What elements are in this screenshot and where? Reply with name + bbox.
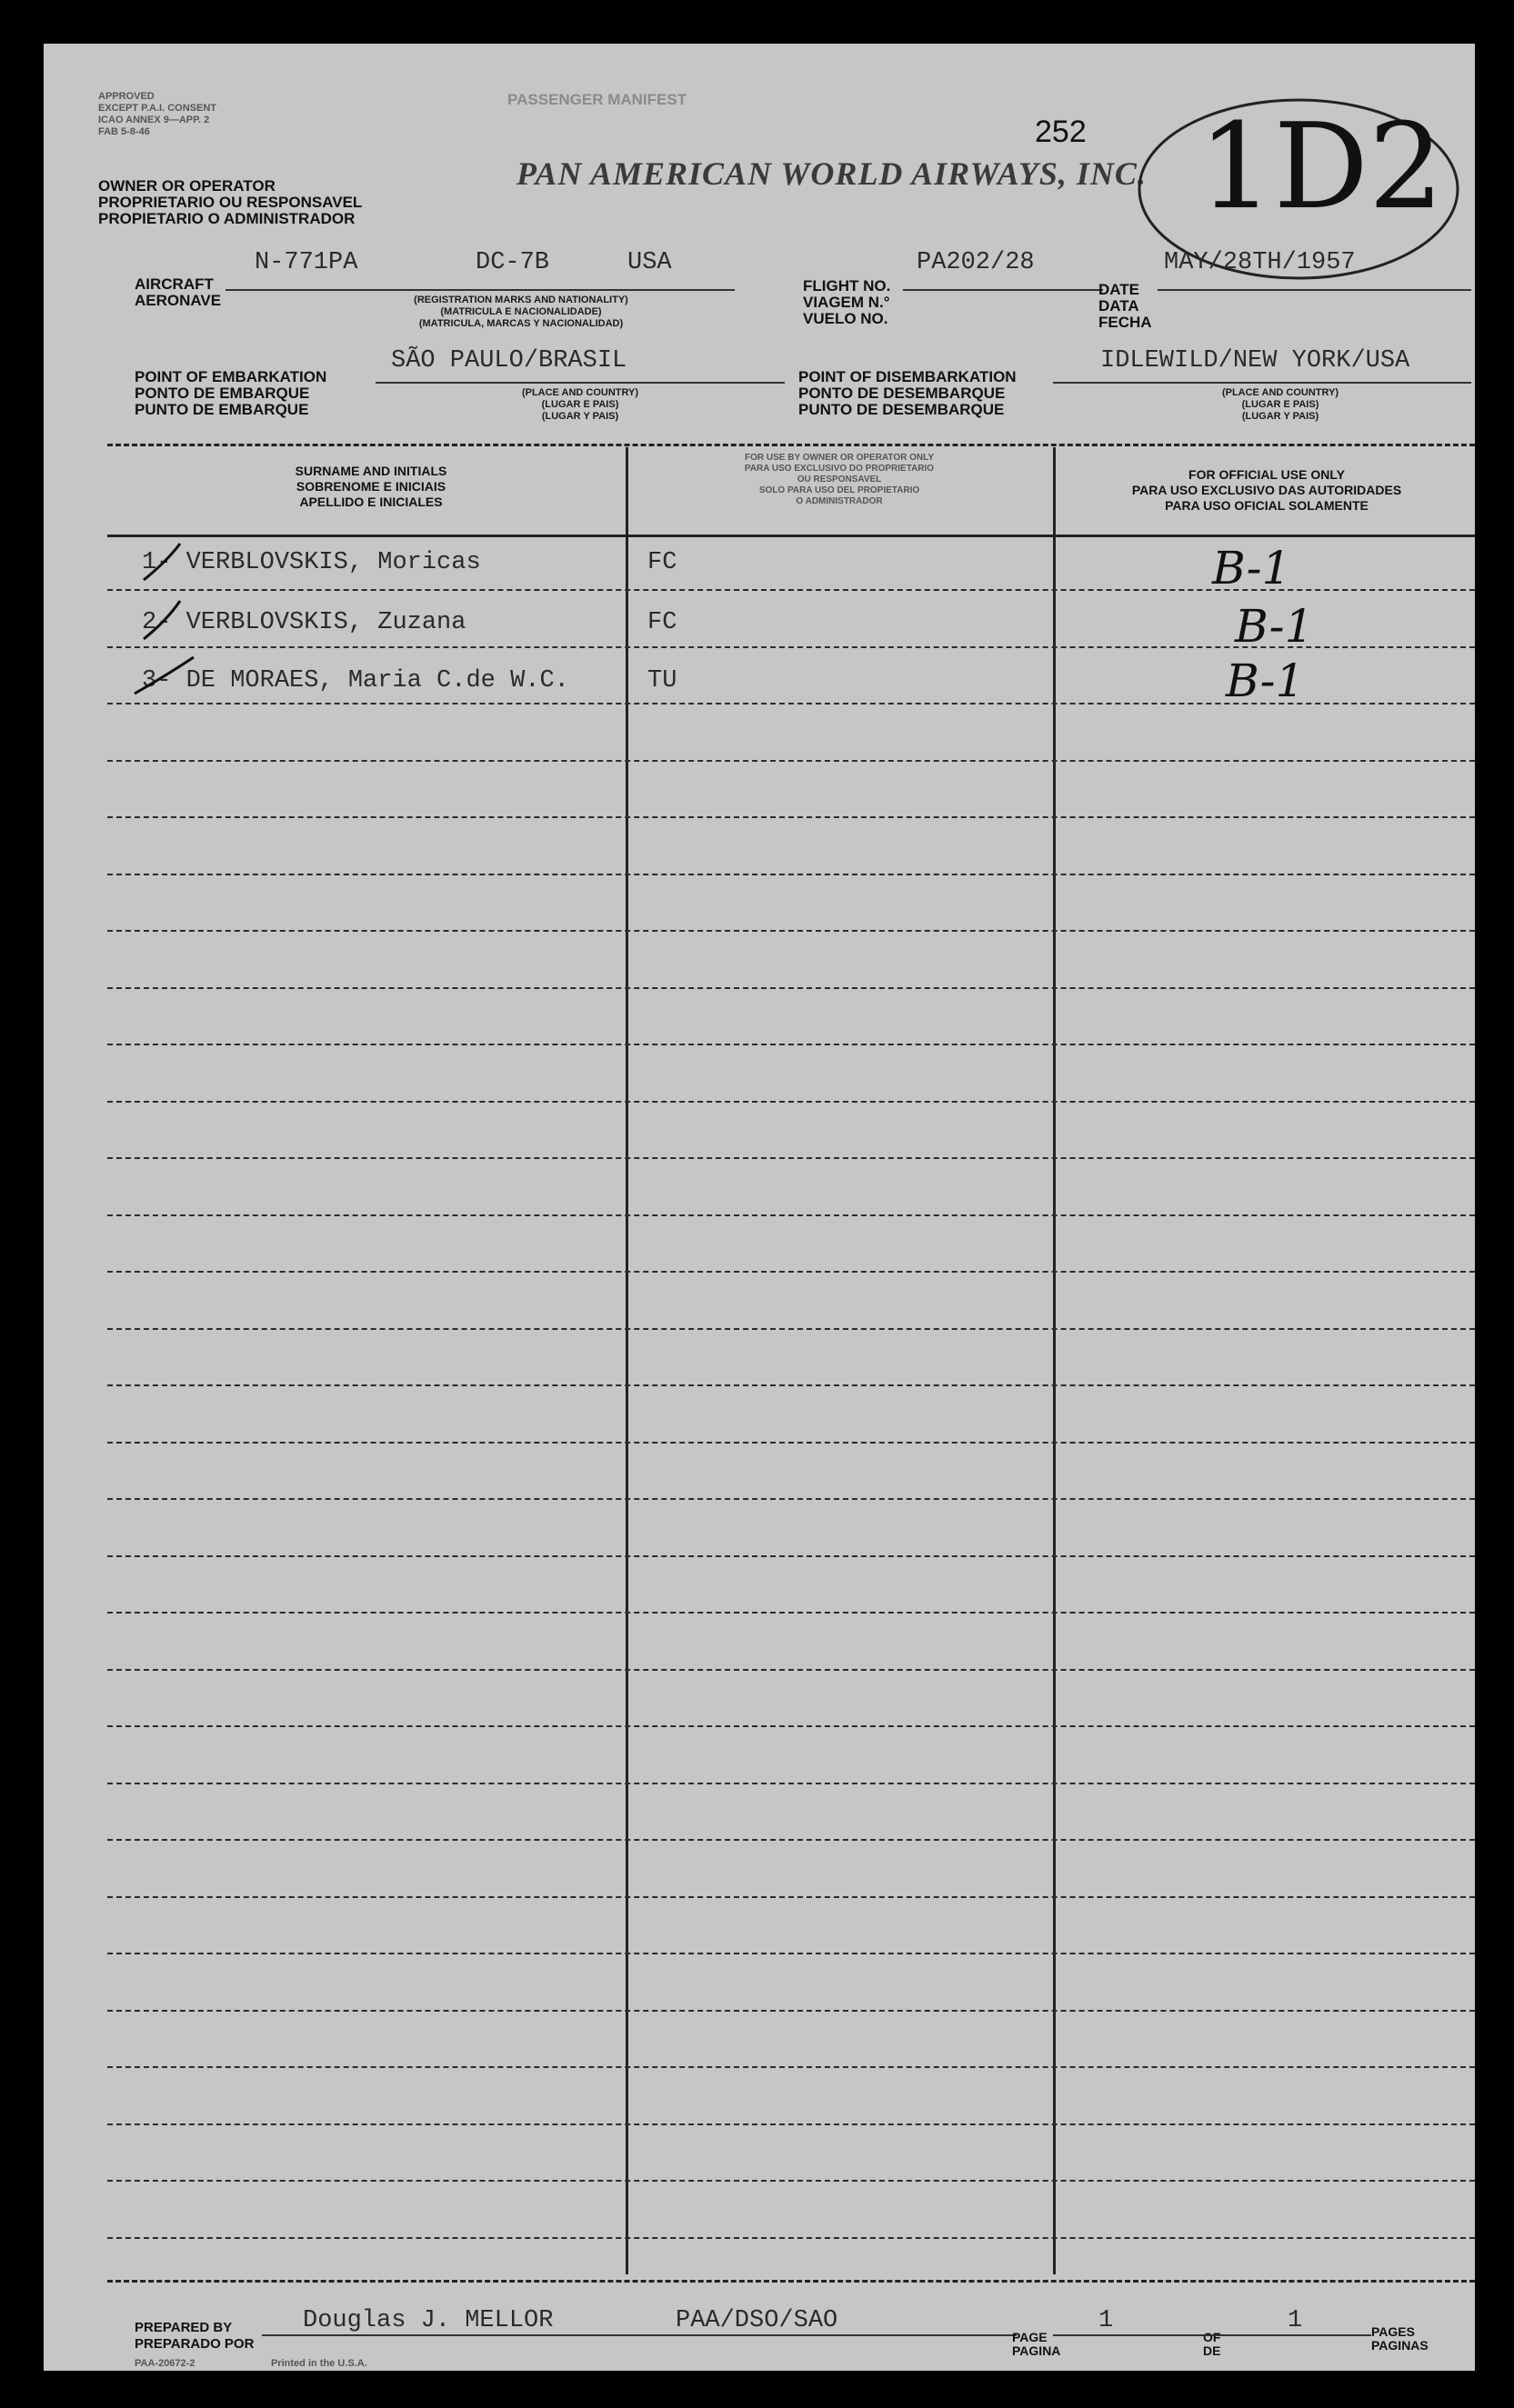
approval-block — [98, 91, 216, 138]
ruled-line — [107, 1783, 1475, 1784]
airline-name: PAN AMERICAN WORLD AIRWAYS, INC. — [516, 155, 1147, 192]
disembarkation-label-line: PUNTO DE DESEMBARQUE — [798, 401, 1005, 418]
col-operator-header — [635, 453, 1044, 507]
prepared-label-line: PREPARED BY — [135, 2320, 233, 2335]
table-bottom-border — [107, 2280, 1475, 2283]
col-header-line: O ADMINISTRADOR — [796, 496, 883, 506]
manifest-page — [44, 44, 1475, 2371]
aircraft-caption-line: (REGISTRATION MARKS AND NATIONALITY) — [414, 295, 628, 305]
disembarkation-underline — [1053, 382, 1471, 384]
aircraft-underline — [226, 289, 735, 291]
printed-note: Printed in the U.S.A. — [271, 2358, 367, 2369]
flight-underline — [903, 289, 1103, 291]
prepared-underline — [262, 2334, 1017, 2336]
aircraft-nationality: USA — [627, 249, 672, 276]
passenger-code: FC — [647, 609, 677, 636]
ruled-line — [107, 1839, 1475, 1841]
disembarkation-label-line: POINT OF DISEMBARKATION — [798, 368, 1017, 385]
col-header-line: SOLO PARA USO DEL PROPIETARIO — [758, 485, 920, 495]
owner-label-line: PROPIETARIO O ADMINISTRADOR — [98, 210, 356, 227]
embarkation-point: SÃO PAULO/BRASIL — [391, 347, 627, 375]
flight-date: MAY/28TH/1957 — [1164, 249, 1356, 276]
column-divider — [1053, 447, 1056, 2274]
passenger-code: FC — [647, 549, 677, 576]
date-label-line: DATA — [1098, 297, 1139, 315]
ruled-line — [107, 1725, 1475, 1727]
embarkation-caption — [444, 387, 717, 423]
prepared-by: Douglas J. MELLOR — [303, 2307, 554, 2334]
flight-label — [803, 278, 890, 327]
embarkation-label — [135, 369, 326, 418]
flight-label-line: FLIGHT NO. — [803, 277, 891, 295]
passenger-name: 1- VERBLOVSKIS, Moricas — [142, 549, 481, 576]
ruled-line — [107, 1044, 1475, 1045]
page-number: 1 — [1098, 2307, 1114, 2334]
pages-label — [1371, 2325, 1429, 2353]
ruled-line — [107, 816, 1475, 818]
aircraft-caption-line: (MATRICULA E NACIONALIDADE) — [440, 306, 602, 317]
col-header-line: PARA USO EXCLUSIVO DO PROPRIETARIO — [744, 464, 935, 474]
aircraft-caption — [316, 295, 726, 330]
col-header-line: FOR USE BY OWNER OR OPERATOR ONLY — [745, 453, 934, 463]
col-header-line: PARA USO OFICIAL SOLAMENTE — [1165, 498, 1369, 513]
of-label-line: DE — [1203, 2343, 1221, 2358]
disembarkation-caption-line: (PLACE AND COUNTRY) — [1221, 387, 1339, 398]
passenger-name: 3- DE MORAES, Maria C.de W.C. — [142, 667, 569, 694]
approval-line: FAB 5-8-46 — [98, 126, 150, 137]
total-pages: 1 — [1288, 2307, 1303, 2334]
official-mark: B-1 — [1226, 654, 1305, 707]
ruled-line — [107, 2066, 1475, 2068]
disembarkation-label-line: PONTO DE DESEMBARQUE — [798, 385, 1006, 402]
table-top-border — [107, 444, 1475, 446]
ruled-line — [107, 1328, 1475, 1330]
ruled-line — [107, 2010, 1475, 2012]
aircraft-caption-line: (MATRICULA, MARCAS Y NACIONALIDAD) — [418, 318, 624, 329]
ruled-line — [107, 1896, 1475, 1898]
pages-label-line: PAGINAS — [1371, 2338, 1429, 2353]
ruled-line — [107, 1271, 1475, 1273]
date-label-line: FECHA — [1098, 314, 1152, 331]
approval-line: EXCEPT P.A.I. CONSENT — [98, 103, 216, 114]
owner-label-line: PROPRIETARIO OU RESPONSAVEL — [98, 194, 363, 211]
ruled-line — [107, 987, 1475, 989]
embarkation-underline — [376, 382, 785, 384]
ruled-line — [107, 1157, 1475, 1159]
ruled-line — [107, 1669, 1475, 1671]
embarkation-label-line: PONTO DE EMBARQUE — [135, 385, 310, 402]
col-header-line: SURNAME AND INITIALS — [295, 464, 447, 478]
embarkation-caption-line: (LUGAR Y PAIS) — [541, 411, 619, 422]
form-number: PAA-20672-2 — [135, 2358, 196, 2369]
ruled-line — [107, 1555, 1475, 1557]
embarkation-label-line: POINT OF EMBARKATION — [135, 368, 327, 385]
ruled-line — [107, 760, 1475, 762]
form-title: PASSENGER MANIFEST — [507, 91, 687, 108]
ruled-line — [107, 1101, 1475, 1103]
passenger-name: 2- VERBLOVSKIS, Zuzana — [142, 609, 466, 636]
disembarkation-label — [798, 369, 1017, 418]
col-header-line: OU RESPONSAVEL — [797, 475, 882, 485]
col-header-line: SOBRENOME E INICIAIS — [296, 479, 446, 494]
column-divider — [626, 447, 628, 2274]
ruled-line — [107, 930, 1475, 932]
col-official-header — [1062, 467, 1471, 514]
aircraft-label-line: AERONAVE — [135, 292, 222, 309]
col-header-line: APELLIDO E INICIALES — [299, 495, 443, 509]
approval-line: APPROVED — [98, 91, 155, 102]
embarkation-caption-line: (LUGAR E PAIS) — [541, 399, 619, 410]
flight-number: PA202/28 — [917, 249, 1035, 276]
of-label-line: OF — [1203, 2330, 1221, 2344]
col-header-line: FOR OFFICIAL USE ONLY — [1188, 467, 1345, 482]
col-header-line: PARA USO EXCLUSIVO DAS AUTORIDADES — [1131, 483, 1402, 497]
aircraft-registration: N-771PA — [255, 249, 358, 276]
ruled-line — [107, 1498, 1475, 1500]
date-underline — [1158, 289, 1471, 291]
page-underline — [1053, 2334, 1371, 2336]
owner-label-line: OWNER OR OPERATOR — [98, 177, 276, 195]
disembarkation-caption-line: (LUGAR E PAIS) — [1241, 399, 1319, 410]
pages-label-line: PAGES — [1371, 2324, 1415, 2339]
station-code: PAA/DSO/SAO — [676, 2307, 838, 2334]
disembarkation-caption-line: (LUGAR Y PAIS) — [1241, 411, 1319, 422]
embarkation-caption-line: (PLACE AND COUNTRY) — [521, 387, 639, 398]
ruled-line — [107, 1384, 1475, 1386]
flight-label-line: VUELO NO. — [803, 310, 888, 327]
official-mark: B-1 — [1212, 542, 1291, 595]
ruled-line — [107, 2237, 1475, 2239]
header-bottom-border — [107, 535, 1475, 537]
disembarkation-point: IDLEWILD/NEW YORK/USA — [1100, 347, 1410, 375]
prepared-label — [135, 2320, 254, 2353]
disembarkation-caption — [1144, 387, 1417, 423]
aircraft-label-line: AIRCRAFT — [135, 275, 214, 293]
date-label — [1098, 282, 1152, 331]
passenger-code: TU — [647, 667, 677, 694]
ruled-line — [107, 1214, 1475, 1216]
ruled-line — [107, 2123, 1475, 2125]
ruled-line — [107, 2180, 1475, 2182]
approval-line: ICAO ANNEX 9—APP. 2 — [98, 115, 210, 125]
ruled-line — [107, 1953, 1475, 1954]
page-label-line: PAGINA — [1012, 2343, 1061, 2358]
handwritten-id-mark: 1D2 — [1198, 97, 1444, 235]
page-label-line: PAGE — [1012, 2330, 1048, 2344]
aircraft-label — [135, 276, 221, 309]
aircraft-model: DC-7B — [476, 249, 550, 276]
prepared-label-line: PREPARADO POR — [135, 2336, 255, 2352]
date-label-line: DATE — [1098, 281, 1140, 298]
row-check-marks — [116, 539, 216, 748]
embarkation-label-line: PUNTO DE EMBARQUE — [135, 401, 309, 418]
ruled-line — [107, 874, 1475, 875]
ruled-line — [107, 1442, 1475, 1444]
col-name-header — [171, 464, 571, 510]
ruled-line — [107, 1612, 1475, 1614]
official-mark: B-1 — [1235, 600, 1314, 653]
flight-label-line: VIAGEM N.° — [803, 294, 890, 311]
page-stamp: 252 — [1035, 115, 1087, 149]
owner-label — [98, 178, 362, 227]
